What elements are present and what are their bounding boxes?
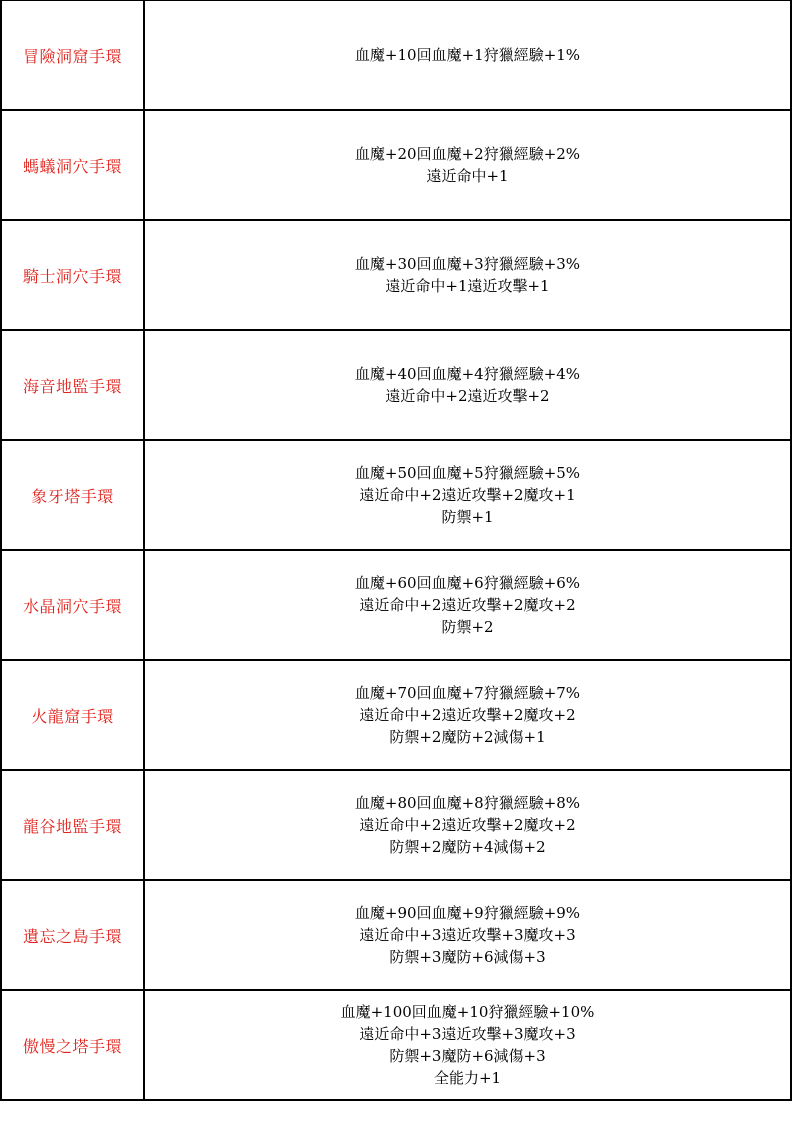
bracelet-name: 遺忘之島手環	[1, 880, 144, 990]
table-row	[1, 110, 791, 220]
stat-line: 血魔+10回血魔+1狩獵經驗+1%	[354, 46, 581, 64]
table-row	[1, 770, 791, 880]
bracelet-stats	[144, 990, 791, 1100]
stat-line: 防禦+2魔防+2減傷+1	[389, 728, 546, 746]
bracelet-name: 海音地監手環	[1, 330, 144, 440]
stat-line: 防禦+3魔防+6減傷+3	[389, 948, 546, 966]
stat-line: 遠近命中+2遠近攻擊+2魔攻+2	[359, 706, 576, 724]
bracelet-name: 螞蟻洞穴手環	[1, 110, 144, 220]
stat-line: 血魔+90回血魔+9狩獵經驗+9%	[354, 904, 581, 922]
stat-line: 防禦+3魔防+6減傷+3	[389, 1047, 546, 1065]
stat-line: 防禦+1	[441, 508, 494, 526]
stat-line: 血魔+80回血魔+8狩獵經驗+8%	[354, 794, 581, 812]
stat-line: 血魔+60回血魔+6狩獵經驗+6%	[354, 574, 581, 592]
stat-line: 遠近命中+1	[426, 167, 509, 185]
bracelet-stats	[144, 330, 791, 440]
bracelet-name: 傲慢之塔手環	[1, 990, 144, 1100]
stat-line: 遠近命中+2遠近攻擊+2	[385, 387, 550, 405]
table-row	[1, 880, 791, 990]
stat-line: 血魔+50回血魔+5狩獵經驗+5%	[354, 464, 581, 482]
stat-line: 遠近命中+2遠近攻擊+2魔攻+2	[359, 596, 576, 614]
table-row	[1, 330, 791, 440]
bracelet-stats	[144, 220, 791, 330]
bracelet-name: 冒險洞窟手環	[1, 1, 144, 111]
stat-line: 血魔+70回血魔+7狩獵經驗+7%	[354, 684, 581, 702]
bracelet-stats	[144, 440, 791, 550]
bracelet-stats	[144, 770, 791, 880]
stat-line: 遠近命中+3遠近攻擊+3魔攻+3	[359, 926, 576, 944]
table-body	[1, 1, 791, 1101]
table-row	[1, 1, 791, 111]
bracelet-name: 象牙塔手環	[1, 440, 144, 550]
bracelet-name: 火龍窟手環	[1, 660, 144, 770]
table-row	[1, 660, 791, 770]
stat-line: 遠近命中+2遠近攻擊+2魔攻+2	[359, 816, 576, 834]
bracelet-stats	[144, 660, 791, 770]
stat-line: 血魔+100回血魔+10狩獵經驗+10%	[340, 1003, 595, 1021]
bracelet-name: 龍谷地監手環	[1, 770, 144, 880]
bracelet-stats	[144, 550, 791, 660]
bracelet-stats	[144, 110, 791, 220]
table-row	[1, 440, 791, 550]
table-row	[1, 550, 791, 660]
bracelet-stats	[144, 1, 791, 111]
stat-line: 防禦+2	[441, 618, 494, 636]
stat-line: 血魔+20回血魔+2狩獵經驗+2%	[354, 145, 581, 163]
bracelet-name: 水晶洞穴手環	[1, 550, 144, 660]
table-row	[1, 990, 791, 1100]
stat-line: 血魔+40回血魔+4狩獵經驗+4%	[354, 365, 581, 383]
table-row	[1, 220, 791, 330]
stat-line: 血魔+30回血魔+3狩獵經驗+3%	[354, 255, 581, 273]
stat-line: 遠近命中+1遠近攻擊+1	[385, 277, 550, 295]
stat-line: 全能力+1	[433, 1069, 502, 1087]
bracelet-name: 騎士洞穴手環	[1, 220, 144, 330]
stat-line: 遠近命中+2遠近攻擊+2魔攻+1	[359, 486, 576, 504]
stat-line: 遠近命中+3遠近攻擊+3魔攻+3	[359, 1025, 576, 1043]
stat-line: 防禦+2魔防+4減傷+2	[389, 838, 546, 856]
bracelet-stats	[144, 880, 791, 990]
